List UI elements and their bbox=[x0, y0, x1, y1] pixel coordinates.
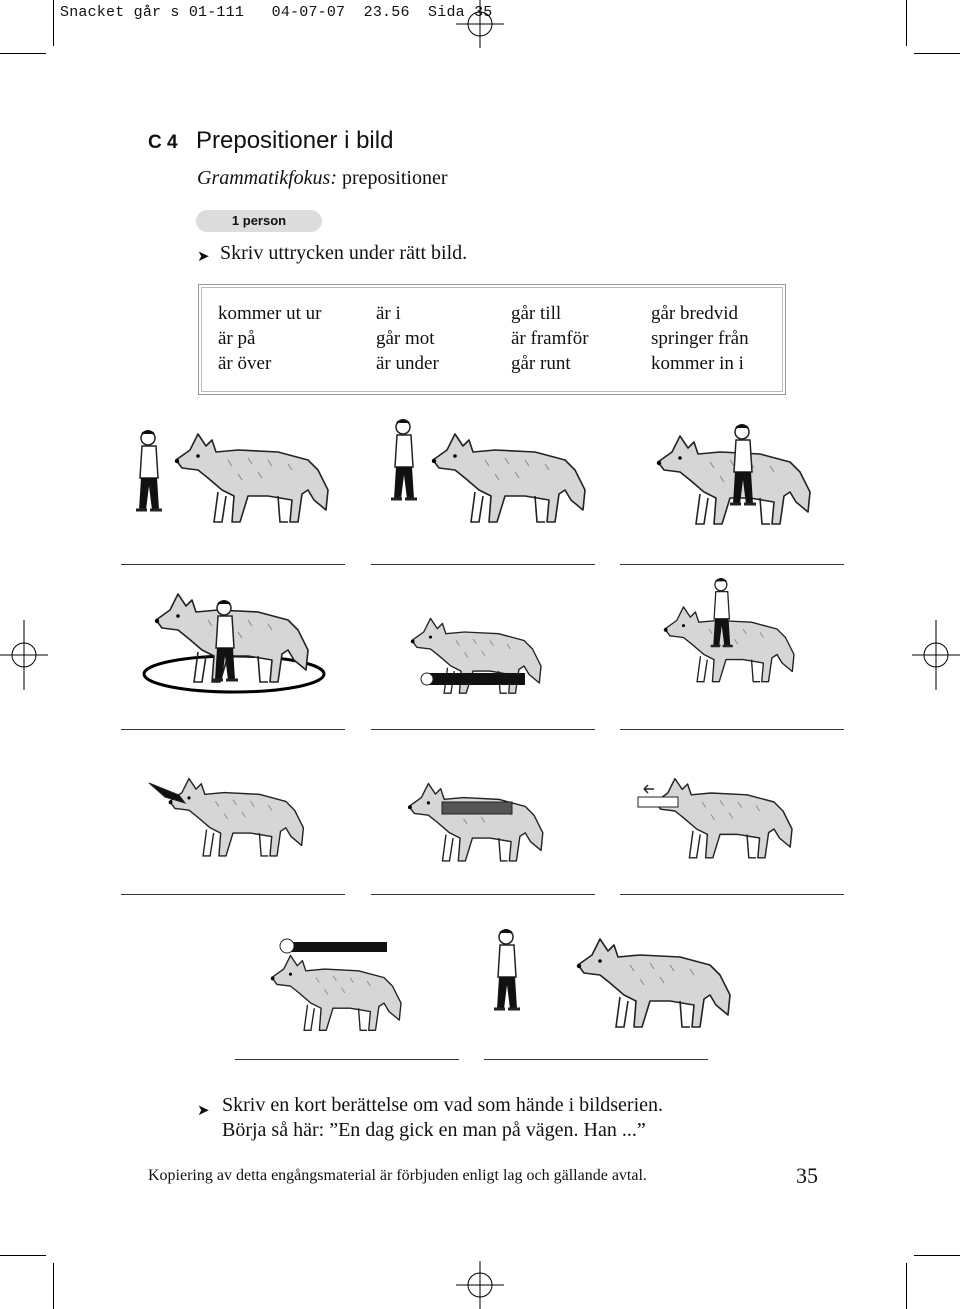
answer-line[interactable] bbox=[121, 564, 345, 565]
participants-badge: 1 person bbox=[196, 210, 322, 232]
word-box-cell: är på bbox=[218, 328, 256, 349]
answer-line[interactable] bbox=[121, 894, 345, 895]
word-box bbox=[198, 284, 786, 395]
picture-man-over-wolf bbox=[265, 930, 410, 1030]
answer-line[interactable] bbox=[484, 1059, 708, 1060]
picture-man-under-wolf bbox=[405, 615, 555, 695]
picture-man-beside-wolf bbox=[650, 418, 860, 530]
page-title: Prepositioner i bild bbox=[196, 127, 394, 154]
picture-man-toward-wolf bbox=[128, 420, 338, 530]
copyright-footer: Kopiering av detta engångsmaterial är förbjuden enligt lag och gällande avtal. bbox=[148, 1167, 647, 1184]
printer-slug: Snacket går s 01-111 04-07-07 23.56 Sida 35 bbox=[60, 4, 493, 21]
word-box-cell: är framför bbox=[511, 328, 589, 349]
arrow-bullet-icon: ➤ bbox=[197, 247, 210, 265]
answer-line[interactable] bbox=[620, 894, 844, 895]
word-box-cell: kommer in i bbox=[651, 353, 744, 374]
word-box-cell: går bredvid bbox=[651, 303, 739, 324]
word-box-cell: kommer ut ur bbox=[218, 303, 322, 324]
answer-line[interactable] bbox=[371, 729, 595, 730]
instruction-2-line-1: Skriv en kort berättelse om vad som hände i bildserien. bbox=[222, 1094, 664, 1116]
subtitle-label: Grammatikfokus: bbox=[197, 167, 337, 189]
subtitle bbox=[197, 167, 448, 190]
answer-line[interactable] bbox=[371, 564, 595, 565]
word-box-cell: är över bbox=[218, 353, 272, 374]
picture-man-running-from-wolf bbox=[480, 925, 715, 1030]
picture-man-facing-wolf bbox=[385, 415, 595, 530]
exercise-code: C 4 bbox=[148, 132, 178, 153]
instruction-1: Skriv uttrycken under rätt bild. bbox=[220, 242, 468, 264]
page-number: 35 bbox=[796, 1163, 818, 1188]
word-box-cell: är i bbox=[376, 303, 401, 324]
answer-line[interactable] bbox=[371, 894, 595, 895]
arrow-bullet-icon: ➤ bbox=[197, 1101, 210, 1119]
subtitle-value: prepositioner bbox=[341, 167, 448, 189]
instruction-2-line-2: Börja så här: ”En dag gick en man på vägen. Han ...” bbox=[222, 1119, 646, 1141]
picture-man-out-of-wolf-mouth bbox=[630, 775, 810, 865]
answer-line[interactable] bbox=[121, 729, 345, 730]
answer-line[interactable] bbox=[235, 1059, 459, 1060]
picture-man-around-wolf bbox=[140, 590, 330, 700]
picture-man-into-wolf-mouth bbox=[145, 775, 310, 865]
picture-man-on-wolf bbox=[658, 578, 798, 698]
word-box-cell: går till bbox=[511, 303, 562, 324]
answer-line[interactable] bbox=[620, 564, 844, 565]
picture-man-inside-wolf bbox=[402, 780, 552, 865]
word-box-cell: går runt bbox=[511, 353, 571, 374]
word-box-cell: går mot bbox=[376, 328, 435, 349]
word-box-cell: är under bbox=[376, 353, 439, 374]
word-box-cell: springer från bbox=[651, 328, 749, 349]
answer-line[interactable] bbox=[620, 729, 844, 730]
